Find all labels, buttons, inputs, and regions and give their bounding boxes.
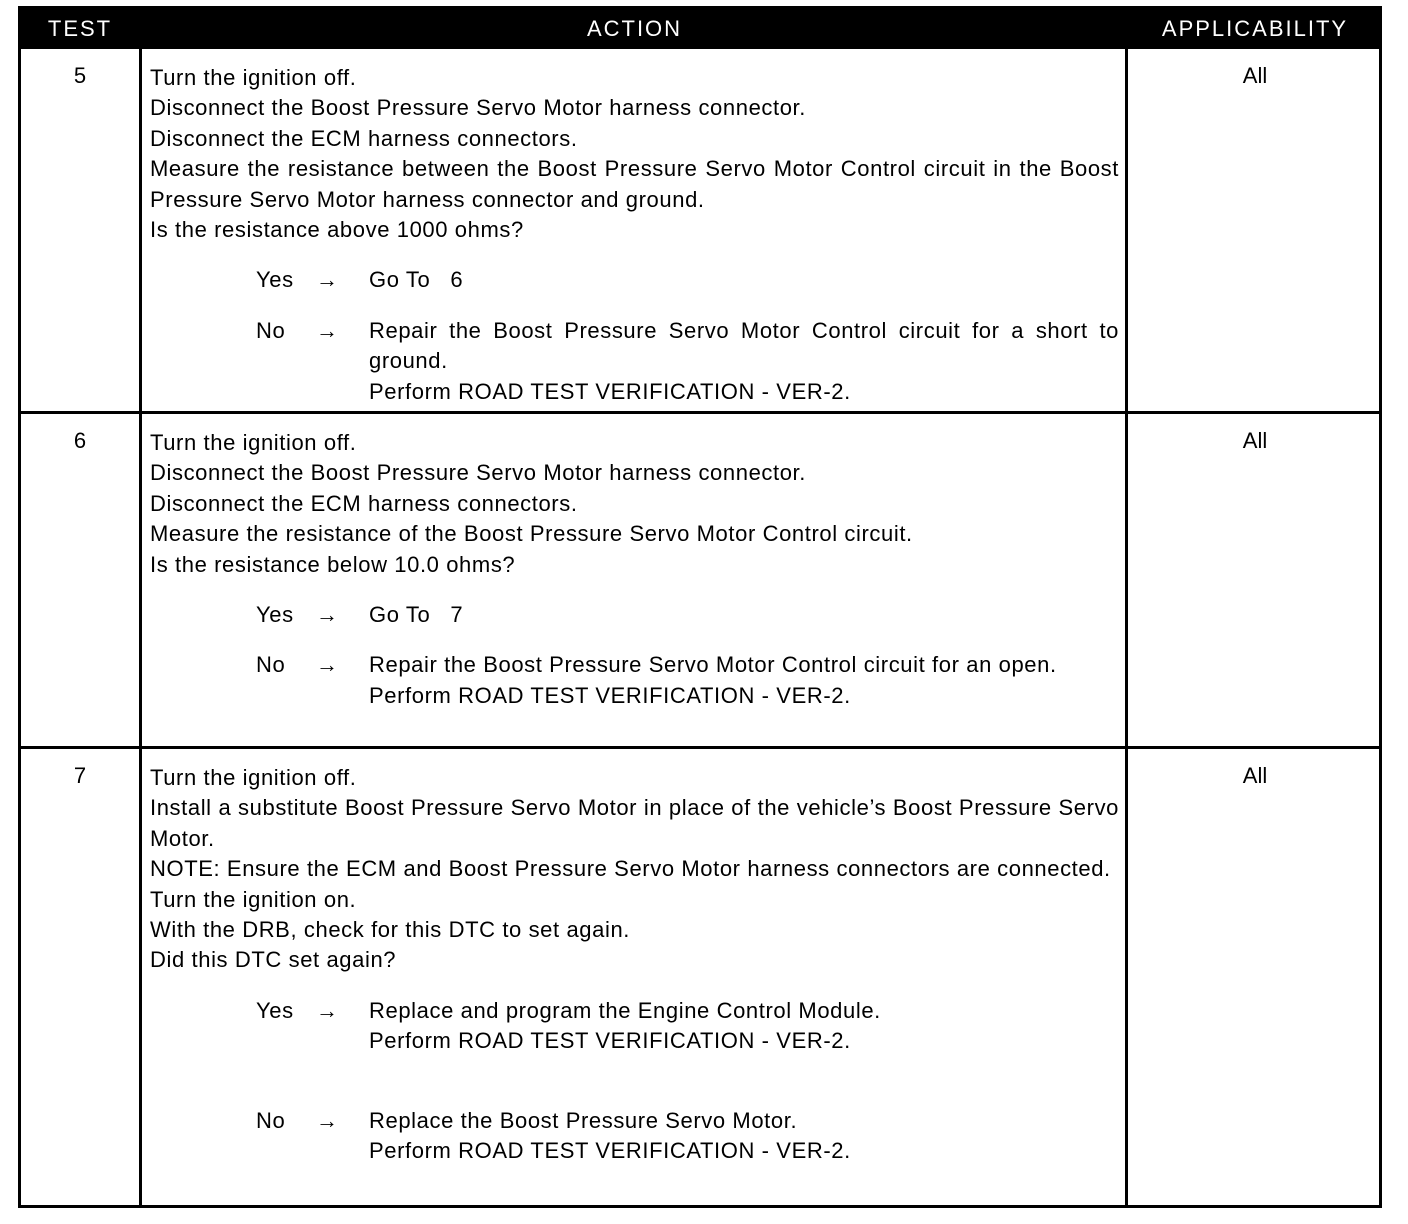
no-result (256, 316, 1119, 407)
test-number: 6 (73, 428, 87, 453)
action-step: Turn the ignition on. (150, 886, 357, 912)
arrow-icon: → (316, 602, 339, 628)
no-label: No (256, 652, 286, 678)
header-test: TEST (47, 16, 113, 41)
header-action: ACTION (586, 16, 683, 41)
applicability-value: All (1242, 763, 1268, 788)
yes-result (256, 265, 1119, 295)
result-text: Go To 6 (369, 267, 464, 293)
no-result (256, 1106, 1119, 1167)
result-text: Perform ROAD TEST VERIFICATION - VER-2. (369, 1028, 851, 1054)
action-step: Is the resistance below 10.0 ohms? (150, 551, 516, 577)
action-step: Disconnect the Boost Pressure Servo Motor harness connector. (150, 95, 806, 121)
action-step: Disconnect the ECM harness connectors. (150, 125, 578, 151)
action-step: Measure the resistance of the Boost Pressure Servo Motor Control circuit. (150, 521, 913, 547)
result-text: Replace the Boost Pressure Servo Motor. (369, 1107, 798, 1133)
no-label: No (256, 1107, 286, 1133)
test-number: 5 (73, 63, 87, 88)
action-step: Did this DTC set again? (150, 947, 397, 973)
no-result (256, 650, 1119, 711)
yes-result (256, 996, 1119, 1057)
action-cell (150, 763, 1119, 1166)
result-text: Repair the Boost Pressure Servo Motor Control circuit for an open. (369, 652, 1057, 678)
applicability-value: All (1242, 63, 1268, 88)
table-row (21, 749, 1379, 1205)
no-label: No (256, 317, 286, 343)
result-text: Perform ROAD TEST VERIFICATION - VER-2. (369, 1138, 851, 1164)
action-step: Install a substitute Boost Pressure Servo Motor in place of the vehicle’s Boost Pressure Servo Motor. (150, 795, 1119, 851)
arrow-icon: → (316, 317, 339, 343)
action-step: NOTE: Ensure the ECM and Boost Pressure Servo Motor harness connectors are connected. (150, 856, 1111, 882)
result-text: Perform ROAD TEST VERIFICATION - VER-2. (369, 682, 851, 708)
arrow-icon: → (316, 997, 339, 1023)
yes-label: Yes (256, 267, 294, 293)
action-step: Disconnect the ECM harness connectors. (150, 490, 578, 516)
yes-label: Yes (256, 602, 294, 628)
table-row (21, 414, 1379, 746)
table-header (21, 9, 1379, 49)
arrow-icon: → (316, 267, 339, 293)
diagnostic-table (18, 6, 1382, 1208)
action-step: Measure the resistance between the Boost Pressure Servo Motor Control circuit in the Boost Pressure Servo Motor harness connector and ground. (150, 156, 1119, 212)
action-step: Disconnect the Boost Pressure Servo Motor harness connector. (150, 460, 806, 486)
table-row (21, 49, 1379, 411)
arrow-icon: → (316, 1107, 339, 1133)
action-step: Is the resistance above 1000 ohms? (150, 217, 524, 243)
result-text: Repair the Boost Pressure Servo Motor Control circuit for a short to ground. (369, 317, 1119, 374)
result-text: Perform ROAD TEST VERIFICATION - VER-2. (369, 378, 851, 404)
action-step: Turn the ignition off. (150, 430, 357, 455)
action-cell (150, 63, 1119, 407)
result-text: Go To 7 (369, 602, 464, 628)
test-number: 7 (73, 763, 87, 788)
action-cell (150, 428, 1119, 711)
header-applicability: APPLICABILITY (1161, 16, 1349, 41)
action-step: With the DRB, check for this DTC to set again. (150, 917, 630, 943)
action-step: Turn the ignition off. (150, 65, 357, 90)
yes-label: Yes (256, 997, 294, 1023)
yes-result (256, 600, 1119, 630)
result-text: Replace and program the Engine Control Module. (369, 997, 881, 1023)
applicability-value: All (1242, 428, 1268, 453)
action-step: Turn the ignition off. (150, 765, 357, 790)
arrow-icon: → (316, 652, 339, 678)
